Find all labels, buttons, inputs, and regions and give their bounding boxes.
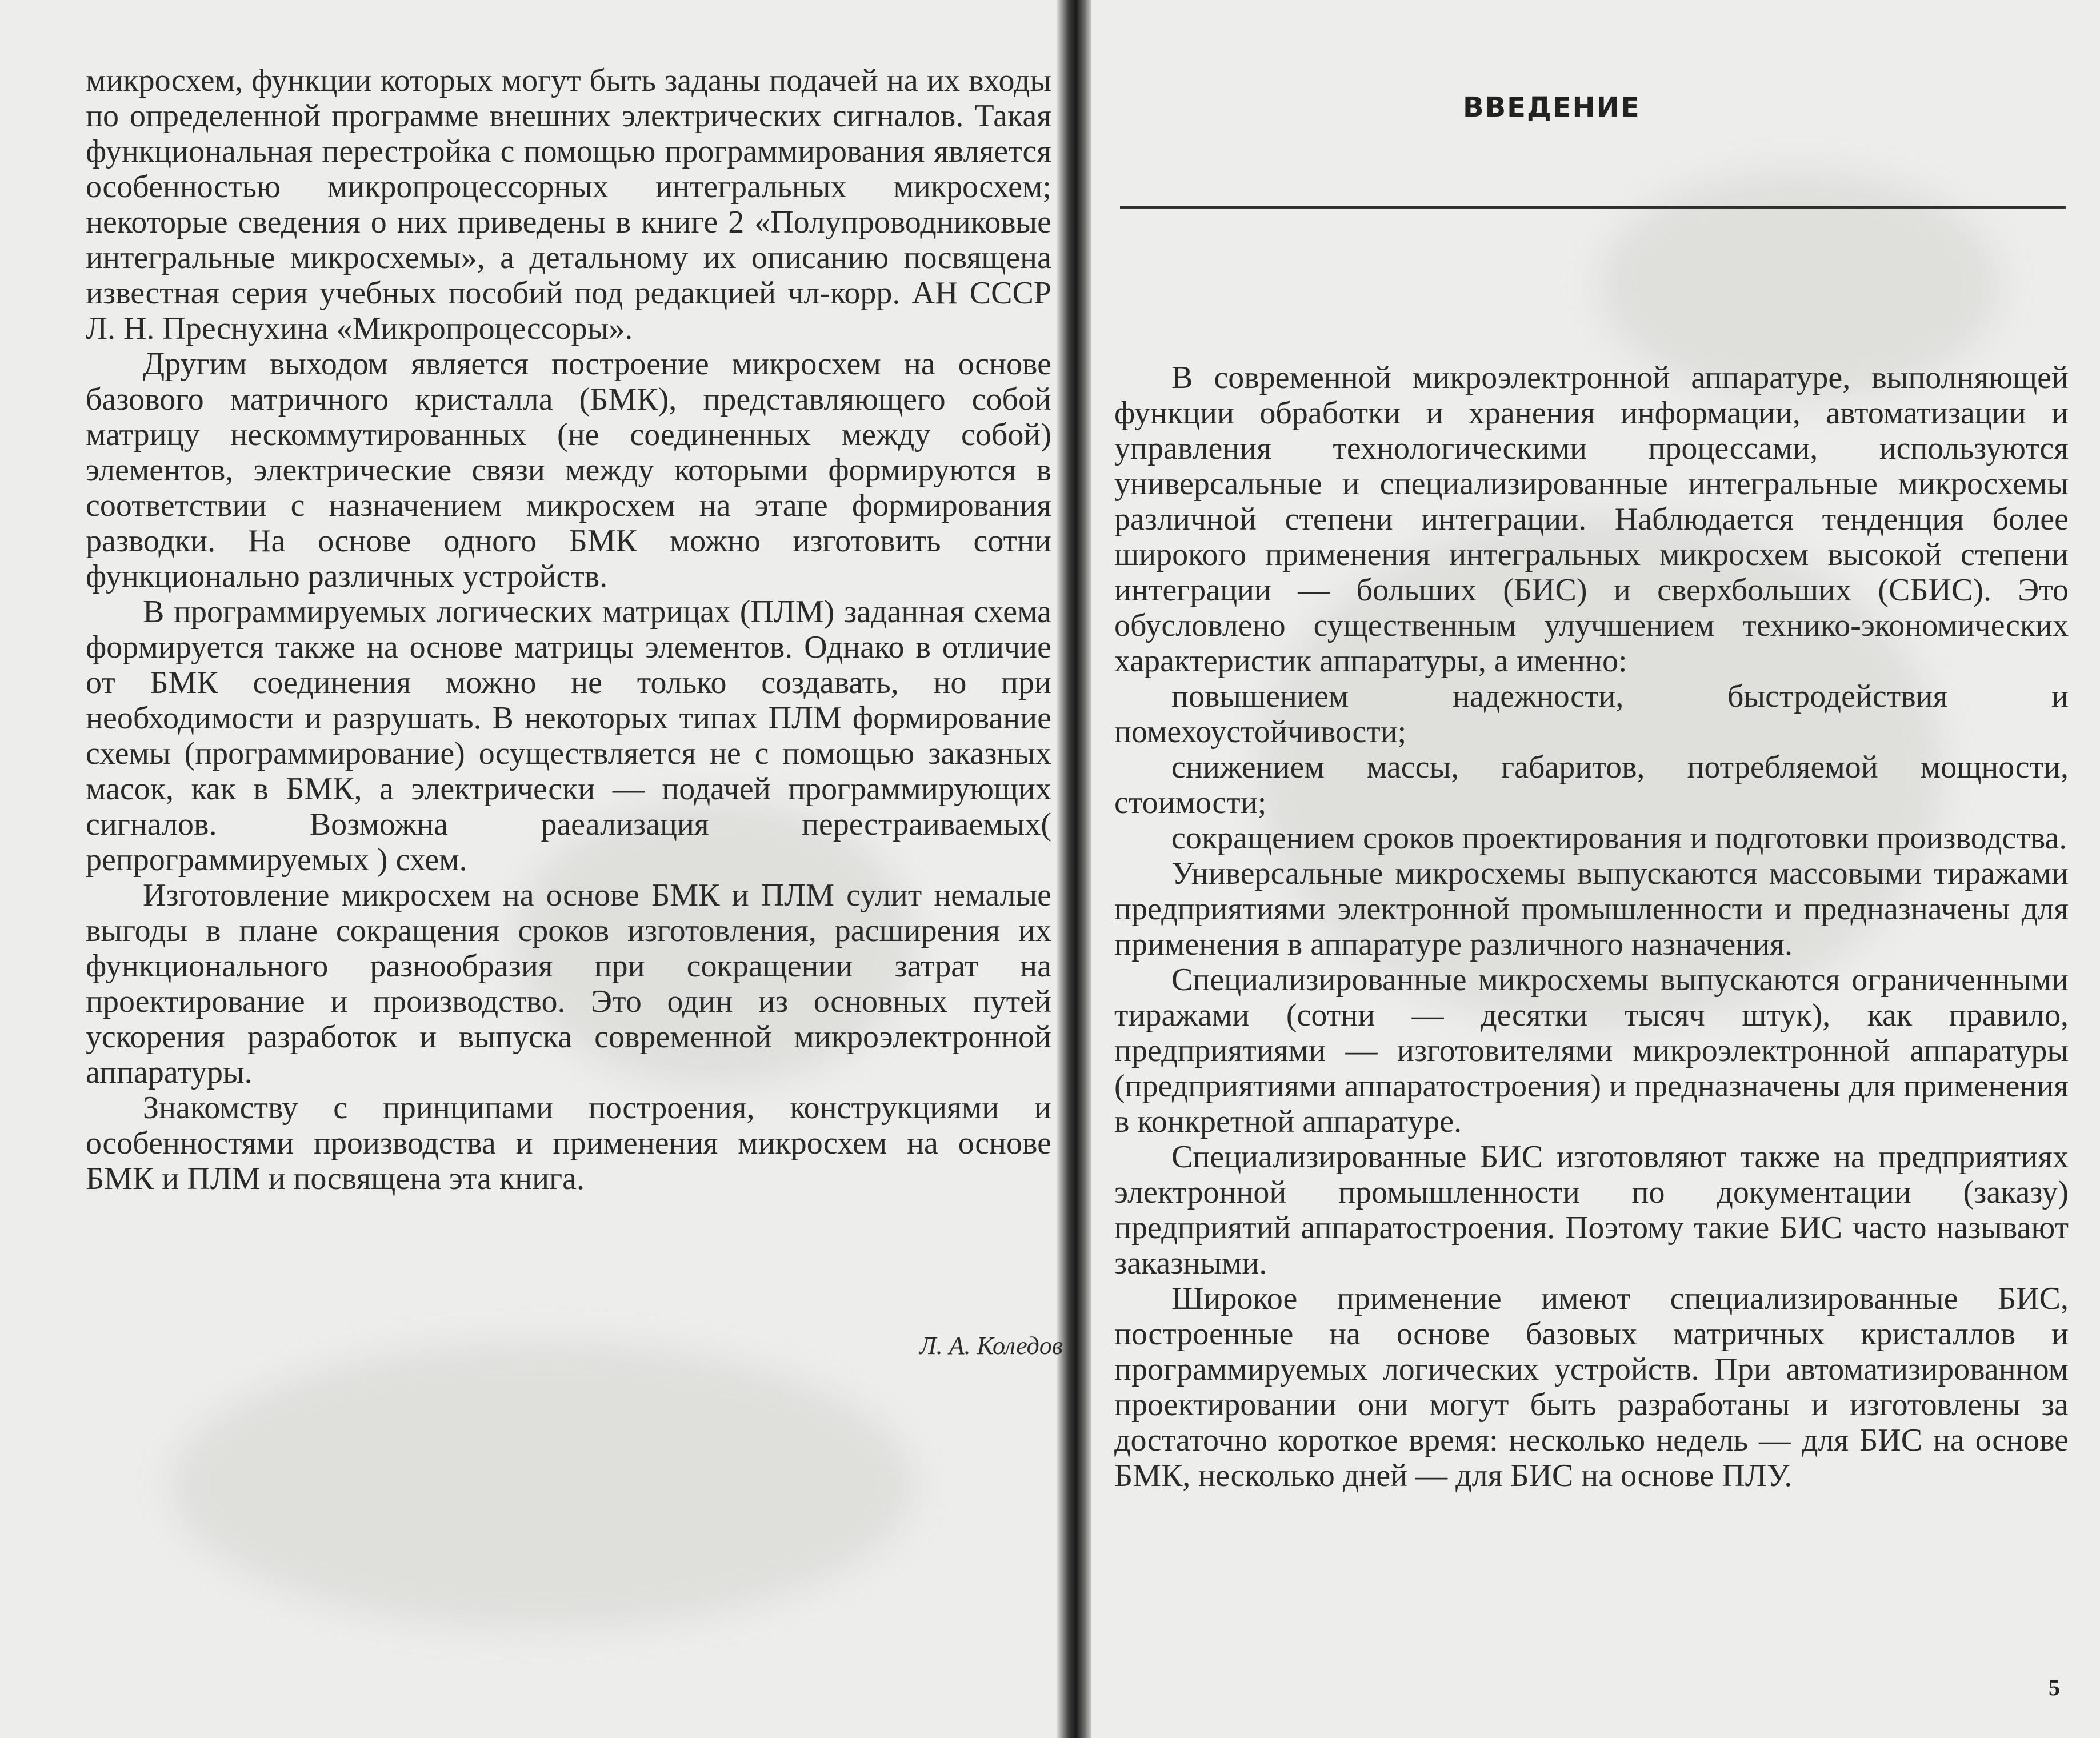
right-paragraph-3: Специализированные микросхемы выпускаются ограниченными тиражами (сотни — десятки тысяч штук), как правило, предприятиями — изготовителями микроэлектронной аппаратуры (предприятиями аппаратостроения) и предназначены для применения в конкретной аппаратуре. bbox=[1114, 962, 2069, 1139]
right-list-item-2: снижением массы, габаритов, потребляемой мощности, стоимости; bbox=[1114, 750, 2069, 820]
left-paragraph-2: Другим выходом является построение микросхем на основе базового матричного кристалла (БМК), представляющего собой матрицу нескоммутированных (не соединенных между собой) элементов, электрические связи между которыми формируются в соответствии с назначением микросхем на этапе формирования разводки. На основе одного БМК можно изготовить сотни функционально различных устройств. bbox=[86, 346, 1051, 594]
page-number: 5 bbox=[2049, 1675, 2060, 1700]
right-paragraph-2: Универсальные микросхемы выпускаются массовыми тиражами предприятиями электронной промышленности и предназначены для применения в аппаратуре различного назначения. bbox=[1114, 856, 2069, 962]
right-paragraph-1: В современной микроэлектронной аппаратуре, выполняющей функции обработки и хранения информации, автоматизации и управления технологическими процессами, используются универсальные и специализированные интегральные микросхемы различной степени интеграции. Наблюдается тенденция более широкого применения интегральных микросхем высокой степени интеграции — больших (БИС) и сверхбольших (СБИС). Это обусловлено существенным улучшением технико-экономических характеристик аппаратуры, а именно: bbox=[1114, 360, 2069, 679]
right-paragraph-5: Широкое применение имеют специализированные БИС, построенные на основе базовых матричных кристаллов и программируемых логических устройств. При автоматизированном проектировании они могут быть разработаны и изготовлены за достаточно короткое время: несколько недель — для БИС на основе БМК, несколько дней — для БИС на основе ПЛУ. bbox=[1114, 1281, 2069, 1493]
book-gutter bbox=[1057, 0, 1091, 1738]
right-page-text bbox=[1114, 360, 2069, 1493]
left-paragraph-3: В программируемых логических матрицах (ПЛМ) заданная схема формируется также на основе матрицы элементов. Однако в отличие от БМК соединения можно не только создавать, но при необходимости и разрушать. В некоторых типах ПЛМ формирование схемы (программирование) осуществляется не с помощью заказных масок, как в БМК, а электрически — подачей программирующих сигналов. Возможна раеализация перестраиваемых( репрограммируемых ) схем. bbox=[86, 594, 1051, 878]
right-list-item-3: сокращением сроков проектирования и подготовки производства. bbox=[1171, 820, 2067, 856]
right-list-item-1: повышением надежности, быстродействия и помехоустойчивости; bbox=[1114, 679, 2069, 750]
left-page-text bbox=[86, 63, 1051, 1196]
author-signature: Л. А. Коледов bbox=[919, 1332, 1063, 1360]
left-paragraph-4: Изготовление микросхем на основе БМК и ПЛМ сулит немалые выгоды в плане сокращения сроков изготовления, расширения их функционального разнообразия при сокращении затрат на проектирование и производство. Это один из основных путей ускорения разработок и выпуска современной микроэлектронной аппаратуры. bbox=[86, 878, 1051, 1090]
right-paragraph-4: Специализированные БИС изготовляют также на предприятиях электронной промышленности по документации (заказу) предприятий аппаратостроения. Поэтому такие БИС часто называют заказными. bbox=[1114, 1139, 2069, 1281]
left-paragraph-5: Знакомству с принципами построения, конструкциями и особенностями производства и применения микросхем на основе БМК и ПЛМ и посвящена эта книга. bbox=[86, 1090, 1051, 1196]
heading-rule bbox=[1120, 206, 2066, 209]
chapter-heading: ВВЕДЕНИЕ bbox=[1463, 91, 1641, 123]
left-paragraph-1: микросхем, функции которых могут быть заданы подачей на их входы по определенной программе внешних электрических сигналов. Такая функциональная перестройка с помощью программирования является особенностью микропроцессорных интегральных микросхем; некоторые сведения о них приведены в книге 2 «Полупроводниковые интегральные микросхемы», а детальному их описанию посвящена известная серия учебных пособий под редакцией чл-корр. АН СССР Л. Н. Преснухина «Микропроцессоры». bbox=[86, 63, 1051, 346]
